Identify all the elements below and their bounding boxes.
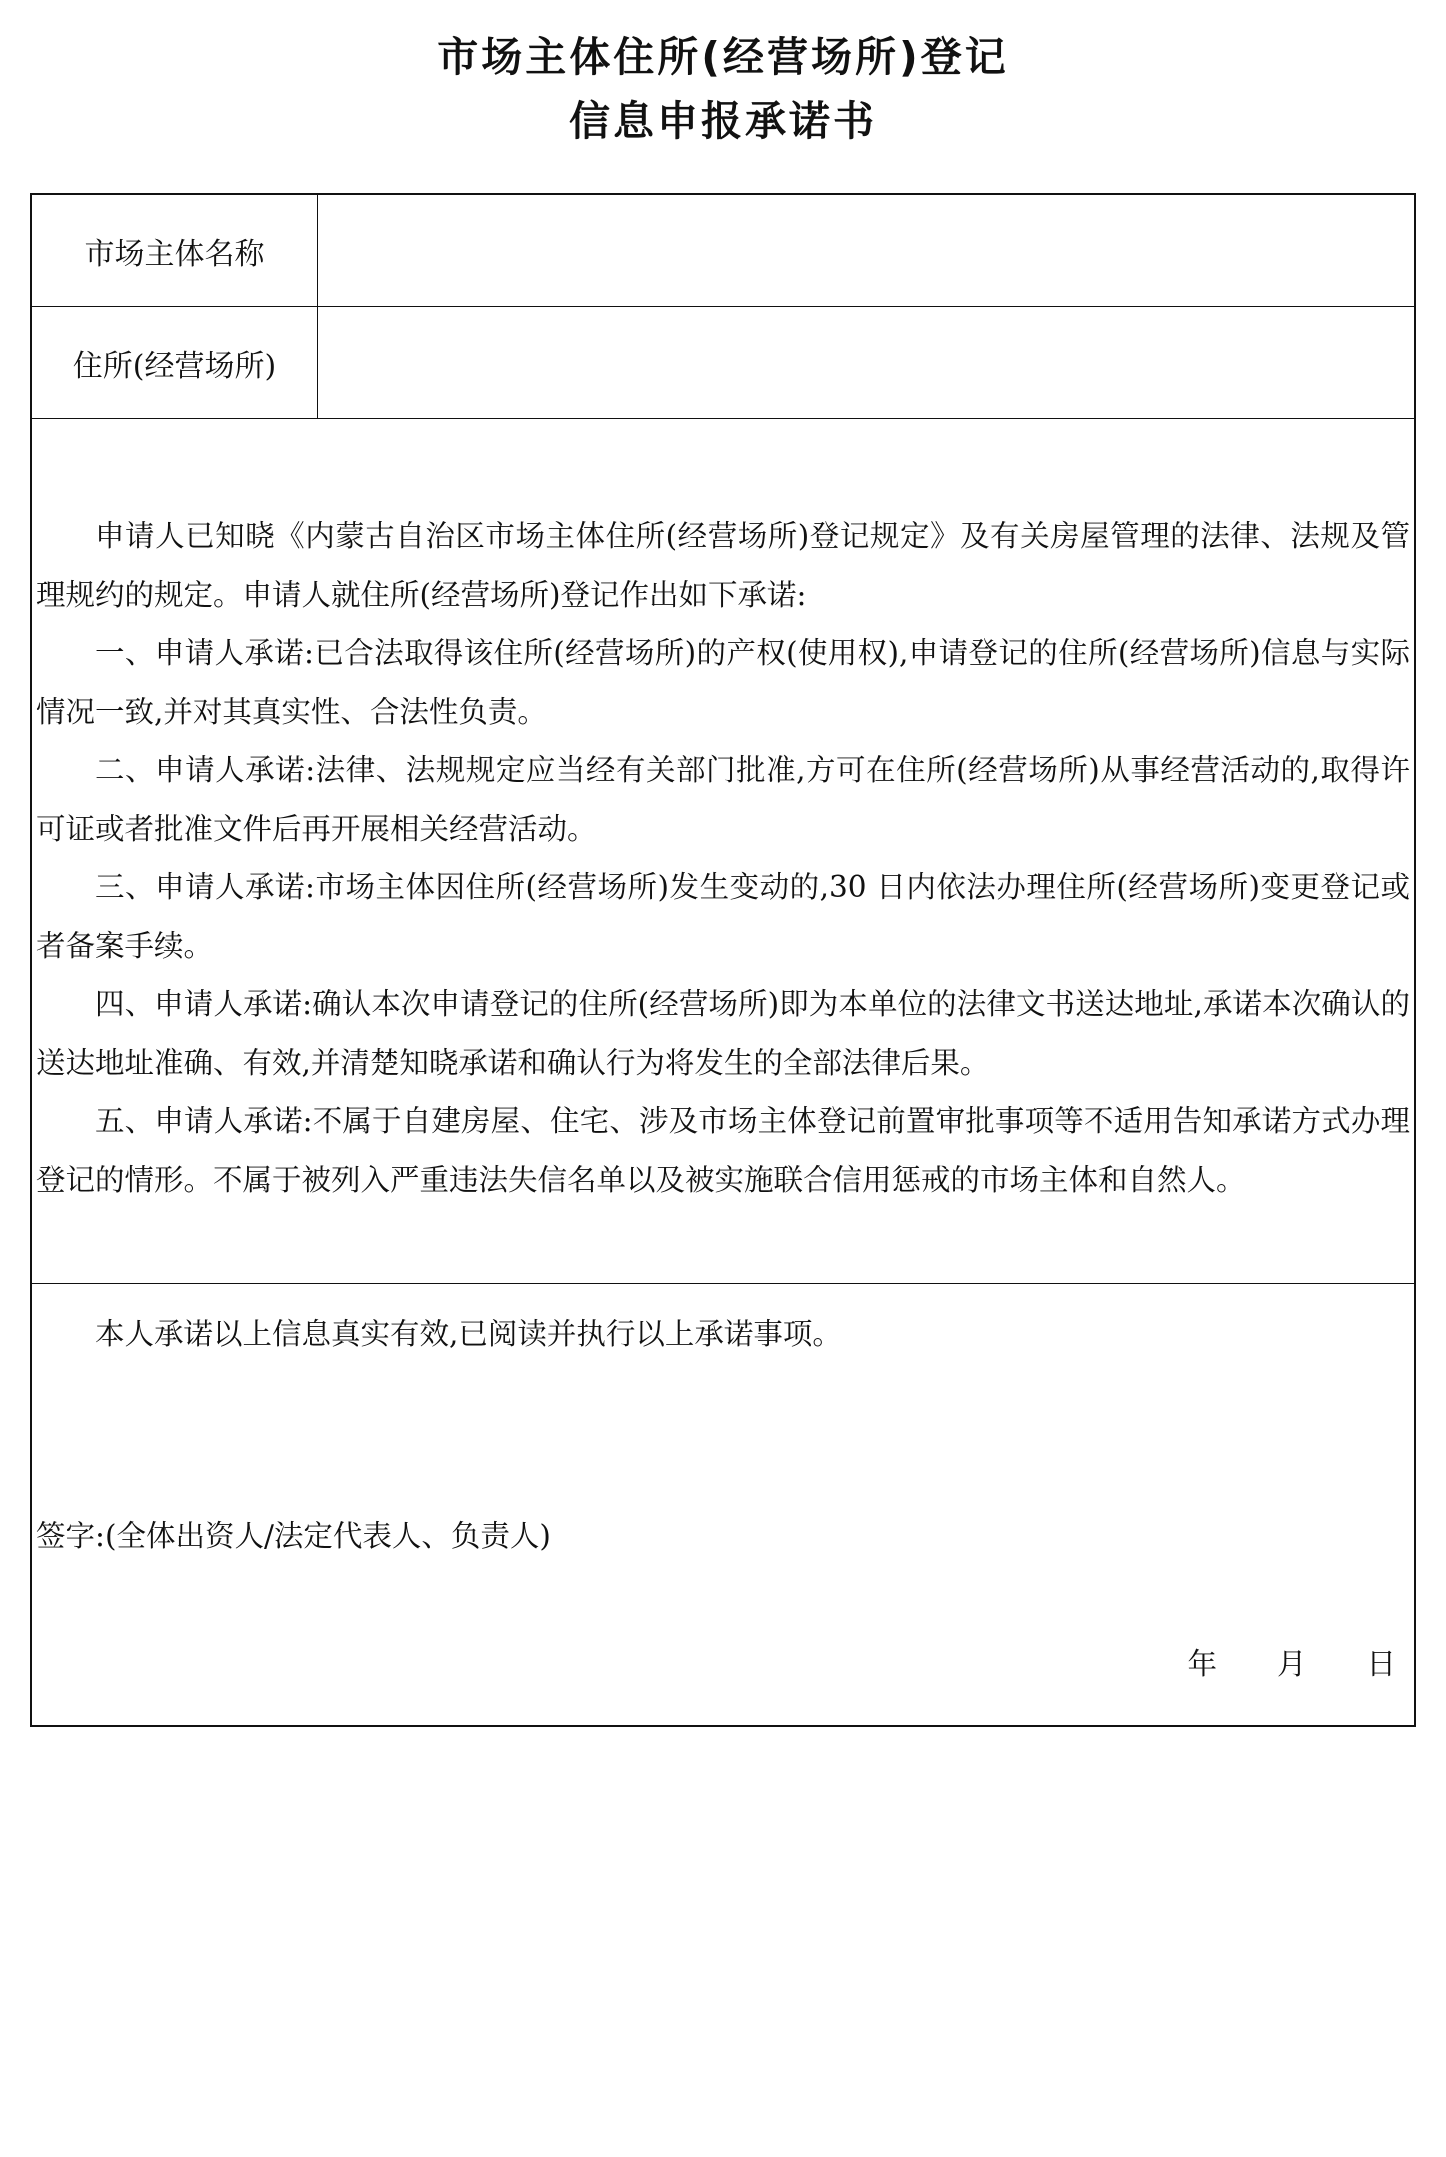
document-title-line-1: 市场主体住所(经营场所)登记 [437,33,1009,81]
commitment-item-4: 四、申请人承诺:确认本次申请登记的住所(经营场所)即为本单位的法律文书送达地址,承诺本次确认的送达地址准确、有效,并清楚知晓承诺和确认行为将发生的全部法律后果。 [36,987,1410,1080]
commitment-item-3: 三、申请人承诺:市场主体因住所(经营场所)发生变动的,30 日内依法办理住所(经营场所)变更登记或者备案手续。 [36,870,1410,963]
commitment-declaration: 本人承诺以上信息真实有效,已阅读并执行以上承诺事项。 [95,1317,842,1351]
date-month-label: 月 [1276,1647,1307,1681]
statement-section [32,419,1414,1284]
address-label: 住所(经营场所) [32,307,318,418]
commitment-item-2: 二、申请人承诺:法律、法规规定应当经有关部门批准,方可在住所(经营场所)从事经营活动的,取得许可证或者批准文件后再开展相关经营活动。 [36,753,1410,846]
signature-section [32,1284,1414,1725]
commitment-item-5: 五、申请人承诺:不属于自建房屋、住宅、涉及市场主体登记前置审批事项等不适用告知承诺方式办理登记的情形。不属于被列入严重违法失信名单以及被实施联合信用惩戒的市场主体和自然人。 [36,1104,1410,1197]
document-title-line-2: 信息申报承诺书 [569,97,877,145]
market-entity-name-label: 市场主体名称 [32,195,318,306]
market-entity-name-row [32,195,1414,307]
address-row [32,307,1414,419]
signature-label: 签字:(全体出资人/法定代表人、负责人) [36,1519,551,1553]
commitment-item-1: 一、申请人承诺:已合法取得该住所(经营场所)的产权(使用权),申请登记的住所(经营场所)信息与实际情况一致,并对其真实性、合法性负责。 [36,636,1410,729]
signature-date [1187,1644,1396,1684]
commitment-form [30,193,1416,1727]
statement-intro: 申请人已知晓《内蒙古自治区市场主体住所(经营场所)登记规定》及有关房屋管理的法律、法规及管理规约的规定。申请人就住所(经营场所)登记作出如下承诺: [36,519,1410,612]
statement-text [36,507,1410,1209]
date-year-label: 年 [1187,1647,1217,1681]
address-field[interactable] [318,307,1414,418]
date-day-label: 日 [1366,1647,1396,1681]
market-entity-name-field[interactable] [318,195,1414,306]
